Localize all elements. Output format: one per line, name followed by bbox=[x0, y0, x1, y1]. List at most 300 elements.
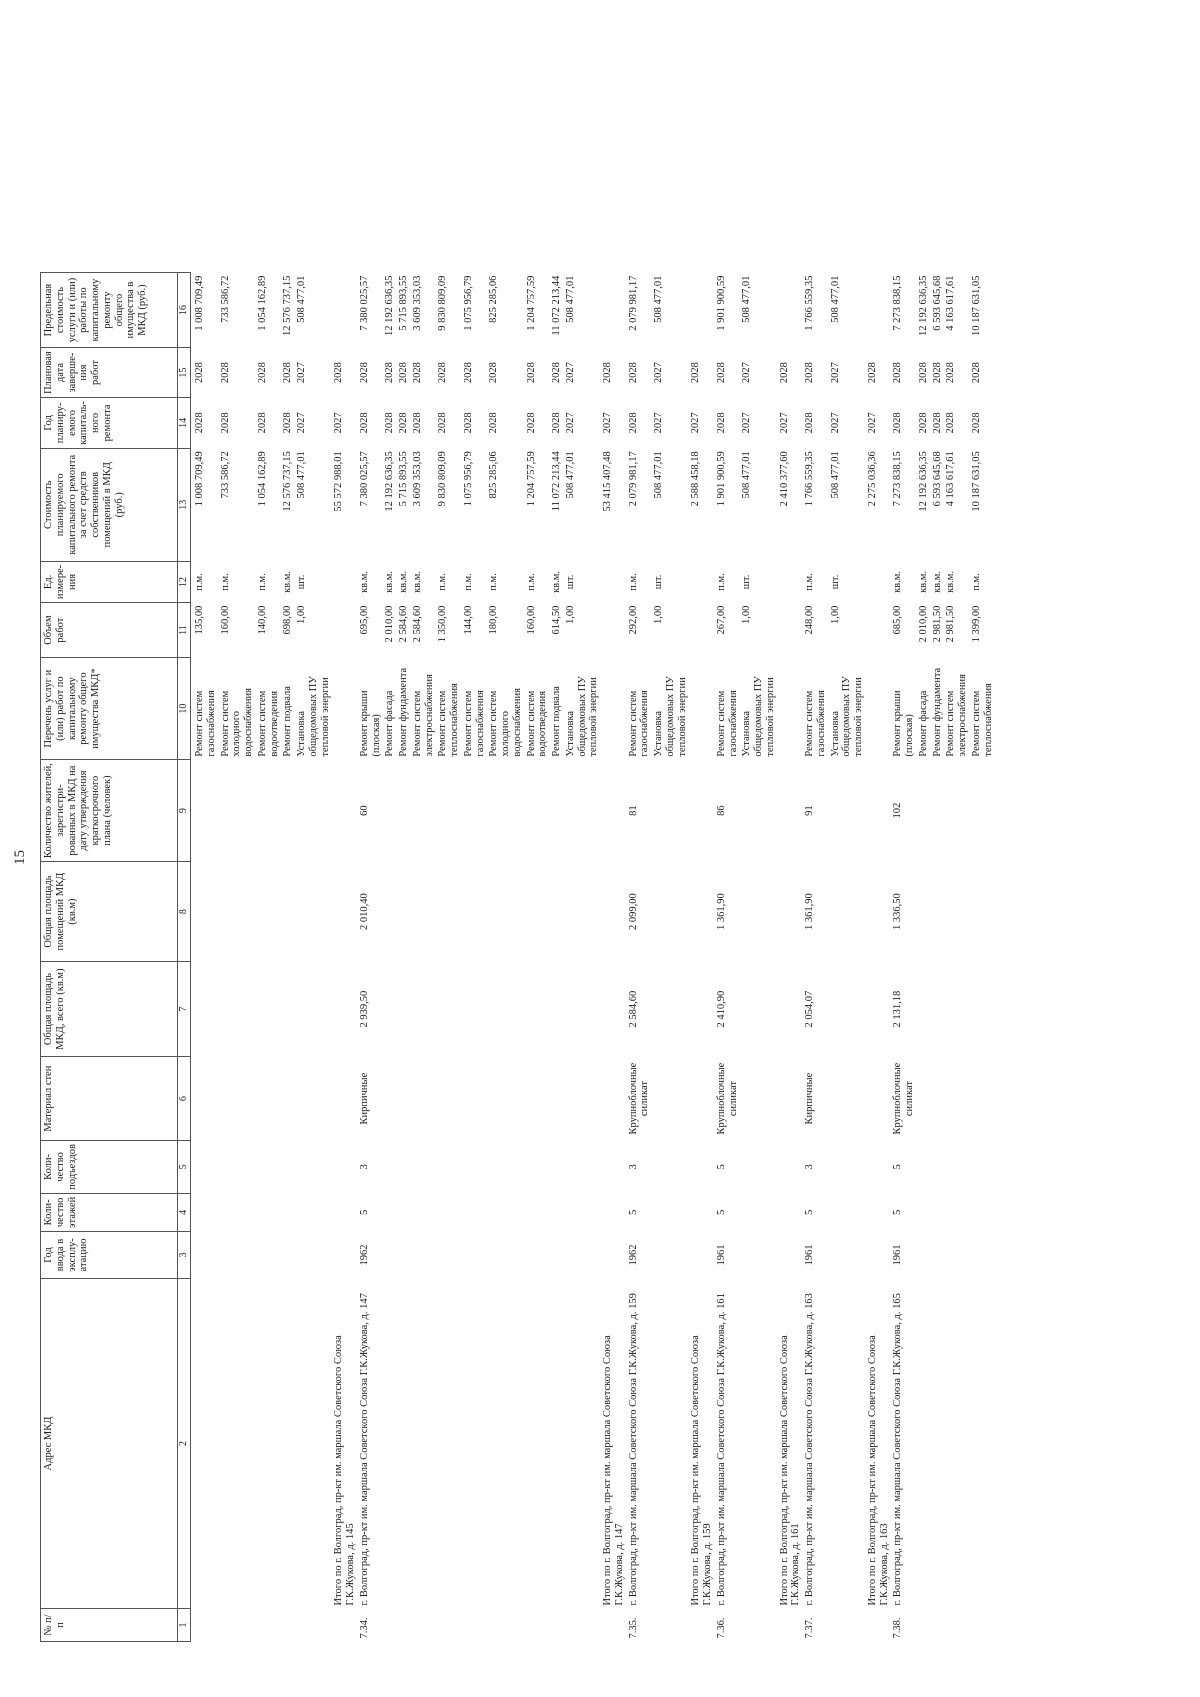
cell-col-15: 2028 bbox=[384, 362, 396, 384]
cell-col-5 bbox=[970, 1141, 996, 1194]
cell-col-16: 12 192 636,35 bbox=[384, 275, 396, 336]
cell-col-5 bbox=[191, 1141, 219, 1194]
cell-col-4: 5 bbox=[358, 1209, 370, 1215]
cell-col-8 bbox=[931, 862, 945, 962]
cell-col-13: 1 075 956,79 bbox=[462, 451, 474, 507]
cell-col-4 bbox=[411, 1193, 437, 1231]
header-cell: Ед. измере-ния bbox=[41, 561, 178, 602]
cell-col-10: Ремонт фасада bbox=[384, 690, 396, 757]
cell-col-10: Ремонт подвала bbox=[282, 686, 294, 757]
cell-col-5 bbox=[931, 1141, 945, 1194]
cell-col-6 bbox=[487, 1057, 524, 1141]
cell-col-9 bbox=[397, 760, 411, 862]
cell-col-11 bbox=[778, 603, 804, 658]
cell-col-4 bbox=[550, 1193, 564, 1231]
cell-col-10: Ремонт систем газоснабжения bbox=[462, 690, 486, 757]
cell-col-16: 10 187 631,05 bbox=[970, 275, 982, 336]
page-number: 15 bbox=[12, 850, 28, 865]
cell-col-7 bbox=[411, 962, 437, 1057]
cell-col-6 bbox=[564, 1057, 601, 1141]
table-row bbox=[411, 273, 437, 1642]
cell-col-16: 825 285,06 bbox=[488, 275, 500, 323]
cell-col-9 bbox=[740, 760, 777, 862]
table-row bbox=[383, 273, 397, 1642]
cell-col-8 bbox=[332, 862, 358, 962]
header-cell: Общая площадь помещений МКД (кв.м) bbox=[41, 862, 178, 962]
cell-col-16: 1 204 757,59 bbox=[525, 275, 537, 331]
table-row bbox=[917, 273, 931, 1642]
cell-col-4 bbox=[944, 1193, 970, 1231]
cell-col-6 bbox=[397, 1057, 411, 1141]
cell-col-1 bbox=[601, 1609, 627, 1642]
cell-col-3: 1962 bbox=[358, 1244, 370, 1266]
cell-col-16: 5 715 893,55 bbox=[398, 275, 409, 331]
cell-col-4 bbox=[525, 1193, 551, 1231]
cell-col-8 bbox=[219, 862, 256, 962]
cell-col-1 bbox=[219, 1609, 256, 1642]
cell-col-15: 2028 bbox=[602, 362, 613, 384]
cell-col-8 bbox=[550, 862, 564, 962]
cell-col-8 bbox=[689, 862, 715, 962]
cell-col-13: 508 477,01 bbox=[653, 451, 664, 499]
cell-col-9 bbox=[829, 760, 866, 862]
table-row bbox=[627, 273, 653, 1642]
cell-col-16: 508 477,01 bbox=[296, 275, 307, 323]
cell-col-15: 2028 bbox=[488, 362, 500, 384]
cell-col-11: 695,00 bbox=[358, 605, 370, 635]
cell-col-10: Ремонт подвала bbox=[551, 686, 562, 757]
cell-col-16: 1 008 709,49 bbox=[194, 275, 205, 331]
cell-col-15: 2028 bbox=[398, 362, 409, 384]
cell-col-15: 2028 bbox=[462, 362, 474, 384]
cell-col-7 bbox=[931, 962, 945, 1057]
cell-col-5 bbox=[944, 1141, 970, 1194]
cell-col-10 bbox=[778, 658, 804, 760]
cell-col-12: п.м. bbox=[437, 573, 449, 591]
cell-col-2 bbox=[191, 1279, 219, 1609]
cell-col-7 bbox=[944, 962, 970, 1057]
cell-col-2 bbox=[740, 1279, 777, 1609]
cell-col-14: 2027 bbox=[602, 412, 613, 434]
table-row bbox=[397, 273, 411, 1642]
cell-col-3 bbox=[564, 1232, 601, 1279]
cell-col-9 bbox=[281, 760, 295, 862]
cell-col-5 bbox=[652, 1141, 689, 1194]
header-cell: Коли-чество этажей bbox=[41, 1193, 178, 1231]
cell-col-12: п.м. bbox=[715, 573, 727, 591]
cell-col-14: 2028 bbox=[945, 412, 957, 434]
cell-col-6 bbox=[917, 1057, 931, 1141]
cell-col-8 bbox=[652, 862, 689, 962]
cell-col-4 bbox=[778, 1193, 804, 1231]
cell-col-16 bbox=[778, 273, 804, 348]
cell-col-10: Ремонт систем газоснабжения bbox=[627, 690, 651, 757]
cell-col-13: 6 593 645,68 bbox=[931, 451, 943, 507]
cell-col-8: 2 099,00 bbox=[627, 893, 639, 930]
cell-col-13: 1 054 162,89 bbox=[256, 451, 268, 507]
cell-col-9 bbox=[383, 760, 397, 862]
cell-col-4 bbox=[601, 1193, 627, 1231]
cell-col-14: 2028 bbox=[525, 412, 537, 434]
cell-col-15: 2028 bbox=[219, 362, 231, 384]
column-number: 11 bbox=[178, 603, 191, 658]
cell-col-8: 1 361,90 bbox=[715, 893, 727, 930]
cell-col-11: 614,50 bbox=[551, 605, 562, 635]
cell-col-7 bbox=[219, 962, 256, 1057]
cell-col-14: 2028 bbox=[931, 412, 943, 434]
cell-col-3 bbox=[550, 1232, 564, 1279]
cell-col-1 bbox=[944, 1609, 970, 1642]
cell-col-6 bbox=[191, 1057, 219, 1141]
cell-col-12: кв.м. bbox=[411, 570, 423, 593]
cell-col-7: 2 054,07 bbox=[804, 990, 815, 1028]
cell-col-7 bbox=[256, 962, 282, 1057]
column-number: 3 bbox=[178, 1232, 191, 1279]
cell-col-1: 7.34. bbox=[358, 1617, 370, 1639]
cell-col-12: шт. bbox=[564, 574, 576, 590]
column-number: 7 bbox=[178, 962, 191, 1057]
cell-col-16 bbox=[866, 273, 892, 348]
cell-col-9 bbox=[256, 760, 282, 862]
cell-col-9 bbox=[931, 760, 945, 862]
cell-col-5 bbox=[295, 1141, 332, 1194]
cell-col-13: 508 477,01 bbox=[741, 451, 753, 499]
repair-plan-table bbox=[40, 272, 995, 1642]
cell-col-2 bbox=[550, 1279, 564, 1609]
cell-col-2: Итого по г. Волгоград, пр-кт им. маршала Советского Союза Г.К.Жукова, д. 159 bbox=[690, 1335, 713, 1606]
header-cell: Плановая дата заверше-ния работ bbox=[41, 348, 178, 398]
cell-col-8 bbox=[436, 862, 462, 962]
cell-col-4 bbox=[397, 1193, 411, 1231]
cell-col-4 bbox=[281, 1193, 295, 1231]
cell-col-8 bbox=[829, 862, 866, 962]
cell-col-6 bbox=[332, 1057, 358, 1141]
total-row bbox=[778, 273, 804, 1642]
cell-col-16 bbox=[332, 273, 358, 348]
cell-col-11: 144,00 bbox=[462, 605, 474, 635]
cell-col-11: 2 981,50 bbox=[945, 605, 957, 643]
cell-col-7 bbox=[525, 962, 551, 1057]
cell-col-15: 2027 bbox=[296, 362, 307, 384]
cell-col-3: 1961 bbox=[804, 1244, 815, 1266]
cell-col-11: 1,00 bbox=[829, 605, 841, 624]
cell-col-12 bbox=[778, 561, 804, 602]
cell-col-3 bbox=[295, 1232, 332, 1279]
cell-col-1 bbox=[970, 1609, 996, 1642]
cell-col-11: 2 981,50 bbox=[931, 605, 943, 643]
cell-col-13: 5 715 893,55 bbox=[398, 451, 409, 507]
cell-col-12: шт. bbox=[296, 574, 307, 590]
cell-col-13: 1 766 559,35 bbox=[804, 451, 815, 507]
cell-col-3 bbox=[778, 1232, 804, 1279]
cell-col-8 bbox=[740, 862, 777, 962]
cell-col-7 bbox=[652, 962, 689, 1057]
cell-col-15: 2028 bbox=[411, 362, 423, 384]
table-row bbox=[970, 273, 996, 1642]
cell-col-16: 7 380 025,57 bbox=[358, 275, 370, 331]
column-number-row bbox=[178, 273, 191, 1642]
cell-col-10: Ремонт систем газоснабжения bbox=[804, 690, 827, 757]
cell-col-5 bbox=[550, 1141, 564, 1194]
cell-col-6 bbox=[740, 1057, 777, 1141]
cell-col-2 bbox=[397, 1279, 411, 1609]
cell-col-4 bbox=[931, 1193, 945, 1231]
cell-col-5 bbox=[436, 1141, 462, 1194]
cell-col-10 bbox=[601, 658, 627, 760]
header-cell: Год ввода в эксплу-атацию bbox=[41, 1232, 178, 1279]
cell-col-15: 2028 bbox=[715, 362, 727, 384]
cell-col-4 bbox=[383, 1193, 397, 1231]
cell-col-1 bbox=[462, 1609, 488, 1642]
cell-col-4 bbox=[564, 1193, 601, 1231]
cell-col-8 bbox=[970, 862, 996, 962]
cell-col-11: 1,00 bbox=[741, 605, 753, 624]
cell-col-11: 140,00 bbox=[256, 605, 268, 635]
cell-col-5: 5 bbox=[892, 1164, 904, 1170]
cell-col-13: 1 204 757,59 bbox=[525, 451, 537, 507]
cell-col-16: 508 477,01 bbox=[653, 275, 664, 323]
cell-col-12 bbox=[866, 561, 892, 602]
cell-col-14: 2028 bbox=[715, 412, 727, 434]
cell-col-7 bbox=[191, 962, 219, 1057]
cell-col-6 bbox=[601, 1057, 627, 1141]
cell-col-6 bbox=[866, 1057, 892, 1141]
cell-col-10: Ремонт систем электроснабжения bbox=[945, 674, 968, 757]
cell-col-12 bbox=[601, 561, 627, 602]
cell-col-2 bbox=[652, 1279, 689, 1609]
cell-col-9: 102 bbox=[892, 802, 904, 819]
cell-col-14: 2027 bbox=[778, 412, 790, 434]
cell-col-8 bbox=[383, 862, 397, 962]
cell-col-10: Установка общедомовых ПУ тепловой энергии bbox=[564, 676, 600, 757]
cell-col-10 bbox=[689, 658, 715, 760]
cell-col-5 bbox=[462, 1141, 488, 1194]
cell-col-12: п.м. bbox=[804, 573, 815, 591]
table-row bbox=[740, 273, 777, 1642]
cell-col-3 bbox=[931, 1232, 945, 1279]
cell-col-14: 2028 bbox=[551, 412, 562, 434]
cell-col-12: п.м. bbox=[525, 573, 537, 591]
cell-col-7 bbox=[778, 962, 804, 1057]
cell-col-11: 1 399,00 bbox=[970, 605, 982, 643]
cell-col-12: кв.м. bbox=[917, 570, 929, 593]
cell-col-1 bbox=[436, 1609, 462, 1642]
cell-col-13: 733 586,72 bbox=[219, 451, 231, 499]
cell-col-6 bbox=[281, 1057, 295, 1141]
cell-col-11 bbox=[332, 603, 358, 658]
cell-col-16: 3 609 353,03 bbox=[411, 275, 423, 331]
cell-col-1 bbox=[256, 1609, 282, 1642]
cell-col-5 bbox=[601, 1141, 627, 1194]
cell-col-14: 2028 bbox=[282, 412, 294, 434]
cell-col-3 bbox=[191, 1232, 219, 1279]
table-row bbox=[944, 273, 970, 1642]
table-row bbox=[550, 273, 564, 1642]
cell-col-7 bbox=[295, 962, 332, 1057]
cell-col-10: Ремонт систем водоотведения bbox=[525, 690, 549, 757]
cell-col-8 bbox=[601, 862, 627, 962]
cell-col-4 bbox=[191, 1193, 219, 1231]
cell-col-11: 292,00 bbox=[627, 605, 639, 635]
cell-col-8 bbox=[191, 862, 219, 962]
cell-col-6 bbox=[436, 1057, 462, 1141]
cell-col-15: 2028 bbox=[945, 362, 957, 384]
cell-col-10: Ремонт систем холодного водоснабжения bbox=[488, 688, 523, 757]
cell-col-7 bbox=[829, 962, 866, 1057]
cell-col-6: Крупноблочные силикат bbox=[715, 1062, 739, 1135]
cell-col-10: Ремонт систем газоснабжения bbox=[194, 690, 217, 757]
cell-col-6 bbox=[219, 1057, 256, 1141]
cell-col-9: 91 bbox=[804, 805, 815, 816]
cell-col-15: 2028 bbox=[194, 362, 205, 384]
cell-col-6 bbox=[256, 1057, 282, 1141]
cell-col-9 bbox=[778, 760, 804, 862]
cell-col-8 bbox=[256, 862, 282, 962]
cell-col-6 bbox=[411, 1057, 437, 1141]
cell-col-15: 2028 bbox=[931, 362, 943, 384]
cell-col-3 bbox=[397, 1232, 411, 1279]
cell-col-15: 2028 bbox=[866, 362, 878, 384]
cell-col-15: 2027 bbox=[741, 362, 753, 384]
cell-col-11 bbox=[866, 603, 892, 658]
cell-col-12: кв.м. bbox=[945, 570, 957, 593]
cell-col-11: 1,00 bbox=[564, 605, 576, 624]
cell-col-6 bbox=[462, 1057, 488, 1141]
cell-col-2 bbox=[931, 1279, 945, 1609]
cell-col-11: 160,00 bbox=[219, 605, 231, 635]
cell-col-15: 2028 bbox=[256, 362, 268, 384]
cell-col-1 bbox=[689, 1609, 715, 1642]
header-cell: Количество жителей, зарегистри-рованных в МКД на дату утверждения краткосрочного плана (человек) bbox=[41, 760, 178, 862]
cell-col-8 bbox=[295, 862, 332, 962]
cell-col-8 bbox=[397, 862, 411, 962]
cell-col-2 bbox=[970, 1279, 996, 1609]
cell-col-3 bbox=[281, 1232, 295, 1279]
cell-col-4 bbox=[652, 1193, 689, 1231]
cell-col-16: 1 901 900,59 bbox=[715, 275, 727, 331]
cell-col-10: Ремонт систем газоснабжения bbox=[715, 690, 739, 757]
cell-col-13: 55 572 988,01 bbox=[333, 451, 345, 512]
cell-col-16: 9 830 809,09 bbox=[437, 275, 449, 331]
cell-col-12: шт. bbox=[653, 574, 664, 590]
cell-col-1 bbox=[564, 1609, 601, 1642]
table-row bbox=[487, 273, 524, 1642]
cell-col-12: кв.м. bbox=[551, 570, 562, 593]
table-row bbox=[525, 273, 551, 1642]
cell-col-2 bbox=[917, 1279, 931, 1609]
cell-col-1 bbox=[778, 1609, 804, 1642]
column-number: 4 bbox=[178, 1193, 191, 1231]
cell-col-11: 1,00 bbox=[653, 605, 664, 624]
cell-col-16: 12 192 636,35 bbox=[917, 275, 929, 336]
cell-col-9 bbox=[689, 760, 715, 862]
cell-col-10: Ремонт систем холодного водоснабжения bbox=[219, 688, 254, 757]
cell-col-3 bbox=[462, 1232, 488, 1279]
header-cell: Общая площадь МКД, всего (кв.м) bbox=[41, 962, 178, 1057]
cell-col-4 bbox=[436, 1193, 462, 1231]
cell-col-6 bbox=[778, 1057, 804, 1141]
cell-col-13: 7 273 838,15 bbox=[892, 451, 904, 507]
cell-col-16: 7 273 838,15 bbox=[892, 275, 904, 331]
cell-col-9 bbox=[295, 760, 332, 862]
cell-col-3 bbox=[866, 1232, 892, 1279]
cell-col-5: 3 bbox=[358, 1164, 370, 1170]
cell-col-14: 2028 bbox=[219, 412, 231, 434]
table-row bbox=[652, 273, 689, 1642]
cell-col-5 bbox=[740, 1141, 777, 1194]
column-number: 14 bbox=[178, 398, 191, 449]
cell-col-4 bbox=[295, 1193, 332, 1231]
cell-col-2 bbox=[256, 1279, 282, 1609]
cell-col-8 bbox=[866, 862, 892, 962]
cell-col-16: 508 477,01 bbox=[741, 275, 753, 323]
header-cell: Коли-чество подъездов bbox=[41, 1141, 178, 1194]
cell-col-16: 1 075 956,79 bbox=[462, 275, 474, 331]
cell-col-3 bbox=[740, 1232, 777, 1279]
cell-col-4 bbox=[256, 1193, 282, 1231]
cell-col-4 bbox=[917, 1193, 931, 1231]
cell-col-2: г. Волгоград, пр-кт им. маршала Советского Союза Г.К.Жукова, д. 165 bbox=[892, 1293, 904, 1606]
cell-col-12: кв.м. bbox=[358, 570, 370, 593]
cell-col-14: 2028 bbox=[804, 412, 815, 434]
cell-col-14: 2027 bbox=[653, 412, 664, 434]
cell-col-8 bbox=[564, 862, 601, 962]
cell-col-3 bbox=[525, 1232, 551, 1279]
cell-col-1 bbox=[411, 1609, 437, 1642]
cell-col-3 bbox=[689, 1232, 715, 1279]
cell-col-9 bbox=[332, 760, 358, 862]
cell-col-4: 5 bbox=[715, 1209, 727, 1215]
cell-col-12: шт. bbox=[741, 574, 753, 590]
table-row bbox=[931, 273, 945, 1642]
cell-col-1: 7.36. bbox=[715, 1617, 727, 1639]
cell-col-5 bbox=[411, 1141, 437, 1194]
cell-col-9 bbox=[970, 760, 996, 862]
cell-col-9: 60 bbox=[358, 805, 370, 816]
cell-col-1: 7.38. bbox=[892, 1617, 904, 1639]
cell-col-6 bbox=[829, 1057, 866, 1141]
table-row bbox=[436, 273, 462, 1642]
cell-col-6: Кирпичные bbox=[804, 1072, 815, 1125]
cell-col-15: 2028 bbox=[970, 362, 982, 384]
cell-col-13: 508 477,01 bbox=[296, 451, 307, 499]
table-row bbox=[256, 273, 282, 1642]
cell-col-16: 1 054 162,89 bbox=[256, 275, 268, 331]
cell-col-8 bbox=[778, 862, 804, 962]
cell-col-14: 2027 bbox=[829, 412, 841, 434]
cell-col-2: Итого по г. Волгоград, пр-кт им. маршала Советского Союза Г.К.Жукова, д. 163 bbox=[866, 1335, 890, 1606]
cell-col-6 bbox=[652, 1057, 689, 1141]
cell-col-7 bbox=[601, 962, 627, 1057]
cell-col-13: 10 187 631,05 bbox=[970, 451, 982, 512]
cell-col-11: 2 010,00 bbox=[917, 605, 929, 643]
table-row bbox=[295, 273, 332, 1642]
cell-col-10: Установка общедомовых ПУ тепловой энергии bbox=[296, 676, 331, 757]
cell-col-16: 12 576 737,15 bbox=[282, 275, 294, 336]
table-row bbox=[803, 273, 829, 1642]
cell-col-7 bbox=[564, 962, 601, 1057]
cell-col-13: 1 008 709,49 bbox=[194, 451, 205, 507]
cell-col-10: Ремонт систем электроснабжения bbox=[411, 674, 435, 757]
cell-col-11: 160,00 bbox=[525, 605, 537, 635]
cell-col-15: 2027 bbox=[653, 362, 664, 384]
cell-col-14: 2028 bbox=[488, 412, 500, 434]
cell-col-4 bbox=[332, 1193, 358, 1231]
table-row bbox=[281, 273, 295, 1642]
header-cell: Объем работ bbox=[41, 603, 178, 658]
header-cell: Материал стен bbox=[41, 1057, 178, 1141]
table-row bbox=[564, 273, 601, 1642]
